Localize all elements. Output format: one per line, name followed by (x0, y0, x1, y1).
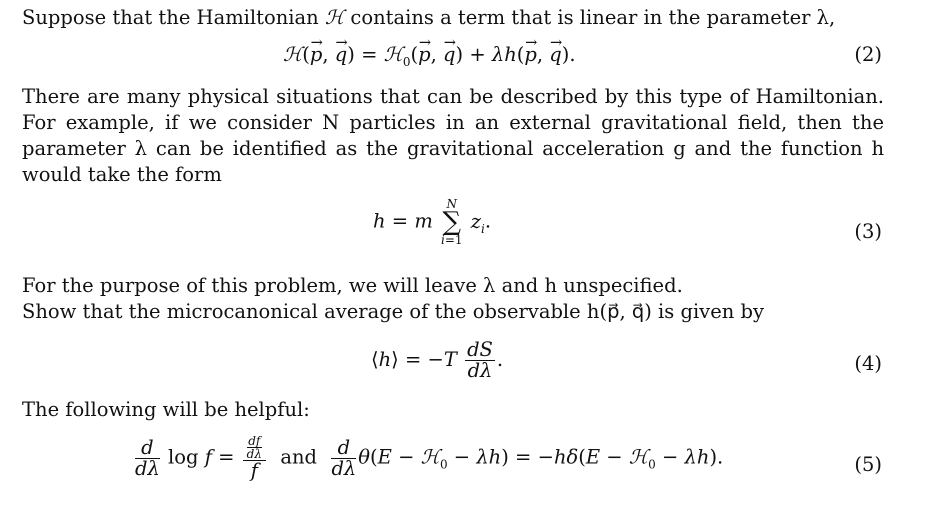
intro-rest-text: contains a term that is linear in the parameter λ, (350, 6, 836, 29)
unspecified-line: For the purpose of this problem, we will leave λ and h unspecified. (22, 274, 683, 297)
equation-2-number: (2) (854, 43, 882, 66)
intro-text: Suppose that the Hamiltonian (22, 6, 319, 29)
equation-3-number: (3) (854, 220, 882, 243)
show-that-line: Show that the microcanonical average of the observable h(p⃗, q⃗) is given by (22, 300, 764, 323)
equation-5-number: (5) (854, 453, 882, 476)
and-word: and (280, 445, 318, 469)
dS-dlambda-fraction: $\frac{dS}{d\lambda}$ (467, 338, 493, 382)
equation-5: $\frac{d}{d\lambda}$ log f = $\frac{\frac{df}{d\lambda}}{f}$ and $\frac{d}{d\lambda}$ θ(E − ℋ$_0$ − λh) = −hδ(E − ℋ$_0$ − λh). (135, 434, 724, 482)
paragraph-context: There are many physical situations that can be described by this type of Hamiltonian. For example, if we consider N particles in an external gravitational field, then the parameter λ can be identified as the gravitational acceleration g and the function h would take the form (22, 85, 884, 186)
equation-4-number: (4) (854, 352, 882, 375)
intro-line (22, 6, 835, 29)
equation-4: ⟨h⟩ = −T $\frac{dS}{d\lambda}$ . (371, 338, 504, 382)
hamiltonian-symbol: ℋ (324, 6, 345, 29)
helpful-line: The following will be helpful: (22, 398, 310, 421)
equation-2: ℋ(→ p, → q) = ℋ$_0$(→ p, → q) + λh(→ p, → q). (283, 43, 576, 69)
summation: N ∑ i=1 (441, 197, 463, 247)
equation-3: h = m N ∑ i=1 $z_i$. (373, 197, 492, 247)
